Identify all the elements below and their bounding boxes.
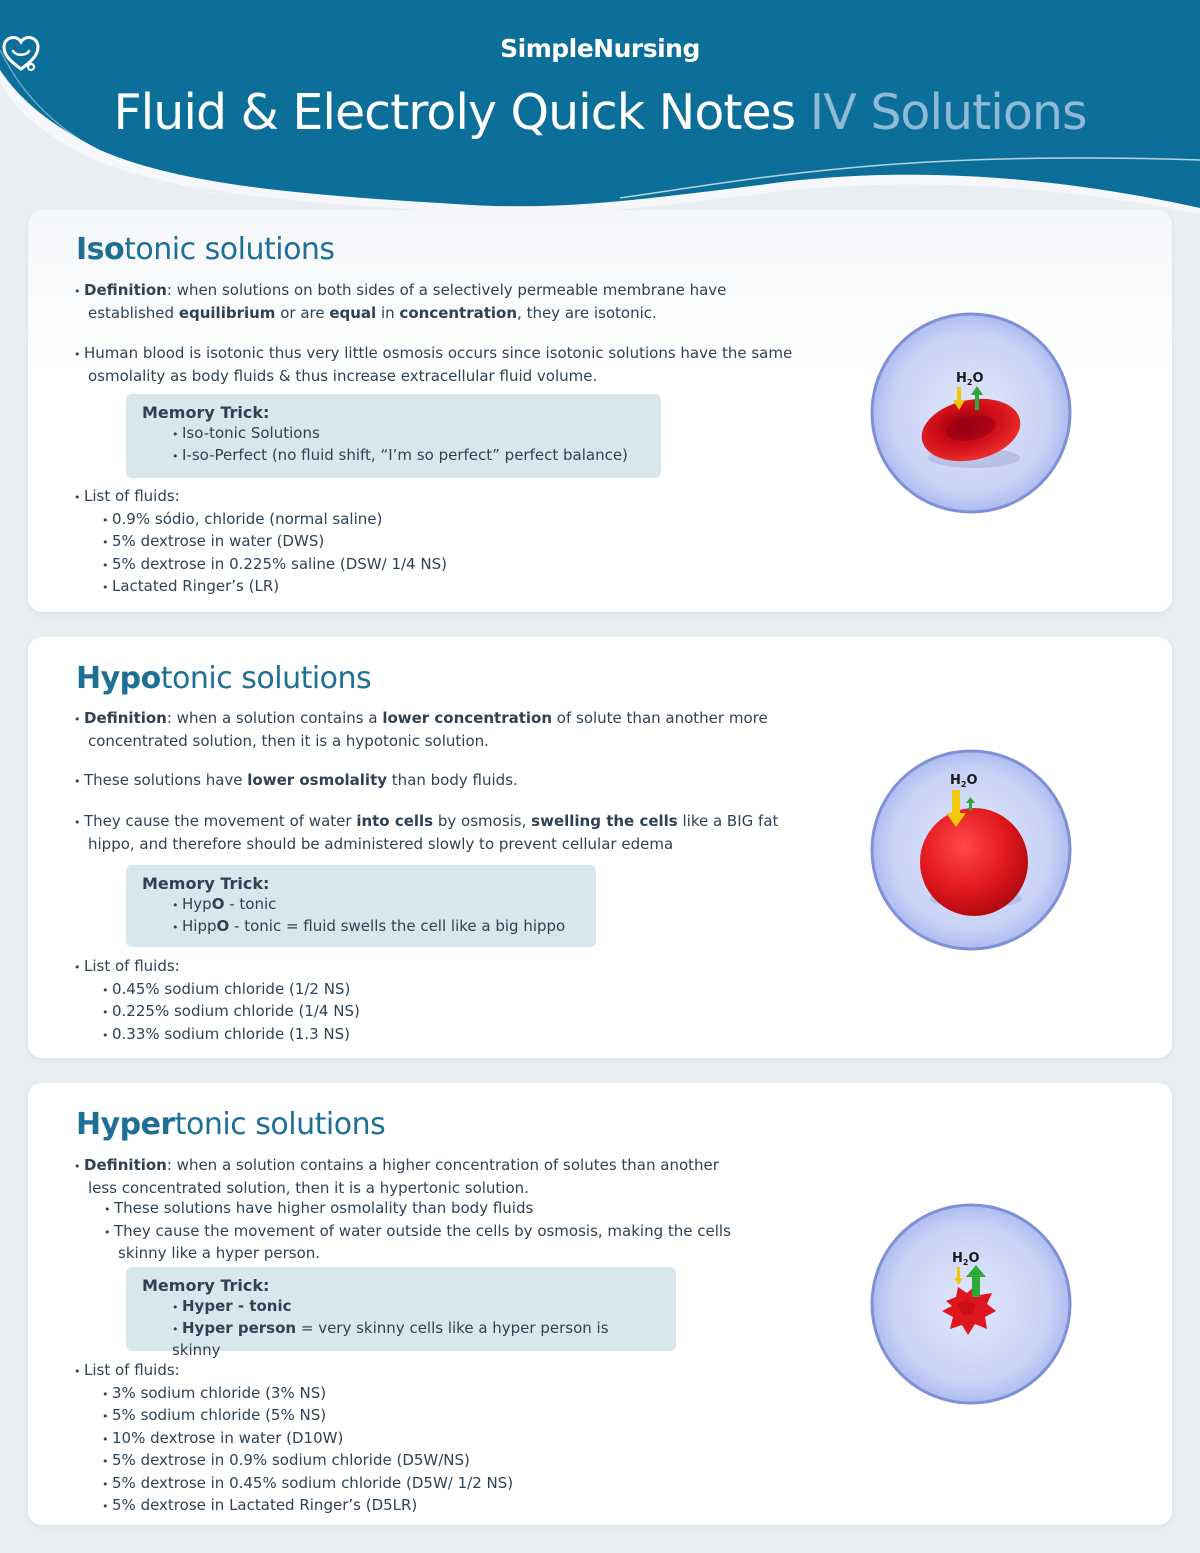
movement-part: They cause the movement of water (84, 812, 357, 830)
hypertonic-cell-illustration (868, 1201, 1074, 1407)
list-label: List of fluids: (84, 487, 180, 505)
section-title-rest: tonic solutions (124, 232, 335, 267)
section-title (76, 661, 371, 696)
h2o-label: $H_2O$ (952, 1251, 980, 1267)
movement-text (74, 811, 809, 854)
def-label: Definition (84, 281, 167, 299)
movement-bold: into cells (356, 812, 434, 830)
osmo-bold: lower osmolality (247, 771, 388, 789)
osmo-text: These solutions have (84, 771, 248, 789)
def-text: of solute than another more concentrated solution, then it is a hypotonic solution. (88, 709, 768, 750)
movement-part: like a BIG fat hippo, and therefore should be administered slowly to prevent cellular edema (88, 812, 779, 853)
def-text: : when a solution contains a (166, 709, 383, 727)
list-label: List of fluids: (84, 957, 180, 975)
page-title (0, 84, 1200, 141)
fluid-list (74, 1360, 794, 1518)
mem-part: - tonic (224, 895, 277, 913)
def-label: Definition (84, 1156, 167, 1174)
mem-part: = very skinny cells like a hyper person is skinny (172, 1319, 609, 1359)
list-item: 5% dextrose in 0.45% sodium chloride (D5W/ 1/2 NS) (112, 1473, 514, 1492)
mem-bold: Hyper person (182, 1319, 297, 1337)
brand-name: SimpleNursing (500, 34, 700, 63)
def-bold: equilibrium (178, 303, 276, 322)
section-title-rest: tonic solutions (174, 1107, 386, 1142)
def-text: : when solutions on both sides of a selectively permeable membrane have established (88, 281, 727, 322)
memory-trick-item: • I-so-Perfect (no fluid shift, “I’m so perfect” perfect balance) (142, 445, 645, 467)
mem-bold: Hyper - tonic (182, 1297, 292, 1315)
section-title-bold: Hypo (76, 661, 161, 696)
mem-bold: O (216, 917, 230, 935)
movement-part: by osmosis, (433, 812, 532, 830)
memory-trick-title: Memory Trick: (142, 874, 270, 893)
memory-trick-box (126, 865, 596, 947)
blood-paragraph: Human blood is isotonic thus very little osmosis occurs since isotonic solutions have the same osmolality as body fluids & thus increase extracellular fluid volume. (84, 344, 793, 385)
list-item: 5% dextrose in 0.9% sodium chloride (D5W/NS) (112, 1451, 470, 1469)
page-title-main: Fluid & Electroly Quick Notes (113, 84, 796, 141)
memory-trick-item (142, 916, 580, 938)
hypotonic-card (28, 637, 1172, 1058)
definition-text (74, 708, 794, 751)
sub-point: They cause the movement of water outside the cells by osmosis, making the cells skinny like a hyper person. (114, 1221, 731, 1262)
mem-part: Hyp (182, 895, 212, 913)
hypertonic-card (28, 1083, 1172, 1525)
section-title-bold: Hyper (76, 1107, 175, 1142)
def-bold: concentration (399, 303, 518, 322)
movement-bold: swelling the cells (531, 812, 678, 830)
list-label: List of fluids: (84, 1361, 180, 1379)
def-bold: lower concentration (382, 709, 553, 727)
memory-trick-item (142, 1318, 660, 1361)
list-item: 5% dextrose in 0.225% saline (DSW/ 1/4 NS) (112, 554, 447, 573)
def-text: in (376, 303, 400, 322)
section-title-bold: Iso (76, 232, 125, 267)
memory-trick-item: • Iso-tonic Solutions (142, 423, 645, 445)
sub-point: These solutions have higher osmolality than body fluids (114, 1199, 534, 1217)
list-item: 3% sodium chloride (3% NS) (112, 1383, 327, 1402)
isotonic-card (28, 210, 1172, 612)
osmo-text: than body fluids. (387, 771, 518, 789)
def-text: , they are isotonic. (517, 303, 657, 322)
memory-trick-title: Memory Trick: (142, 403, 270, 422)
memory-trick-item (142, 1296, 660, 1318)
list-item: 0.9% sódio, chloride (normal saline) (112, 509, 383, 528)
list-item: 0.33% sodium chloride (1.3 NS) (112, 1024, 351, 1043)
memory-trick-box (126, 394, 661, 478)
list-item: Lactated Ringer’s (LR) (112, 577, 280, 595)
definition-text (74, 1155, 734, 1264)
h2o-label: $H_2O$ (956, 371, 984, 387)
mem-part: Hipp (182, 917, 217, 935)
list-item: 5% dextrose in water (DWS) (112, 532, 325, 550)
heart-logo-icon (0, 34, 42, 74)
mem-bold: O (211, 895, 225, 913)
section-title (76, 1107, 385, 1142)
memory-trick-title: Memory Trick: (142, 1276, 270, 1295)
list-item: 0.225% sodium chloride (1/4 NS) (112, 1002, 360, 1020)
memory-trick-item (142, 894, 580, 916)
list-item: 10% dextrose in water (D10W) (112, 1428, 344, 1447)
hypotonic-cell-illustration (868, 747, 1074, 953)
list-item: 5% dextrose in Lactated Ringer’s (D5LR) (112, 1496, 418, 1514)
def-text: : when a solution contains a higher concentration of solutes than another less concentrated solution, then it is a hypertonic solution. (88, 1156, 719, 1197)
mem-part: - tonic = fluid swells the cell like a big hippo (229, 917, 566, 935)
memory-trick-box (126, 1267, 676, 1359)
brand-logo (0, 34, 1200, 63)
h2o-label: $H_2O$ (950, 773, 978, 789)
list-item: 5% sodium chloride (5% NS) (112, 1406, 327, 1424)
section-title-rest: tonic solutions (160, 661, 372, 696)
list-item: 0.45% sodium chloride (1/2 NS) (112, 979, 351, 998)
def-bold: equal (329, 303, 377, 322)
section-title (76, 232, 335, 267)
def-text: or are (275, 303, 330, 322)
osmolality-text (74, 770, 794, 793)
blood-text (74, 343, 794, 386)
definition-text (74, 280, 794, 323)
isotonic-cell-illustration (868, 310, 1074, 516)
fluid-list (74, 486, 794, 599)
fluid-list (74, 956, 794, 1046)
page-title-sub: IV Solutions (809, 84, 1087, 141)
def-label: Definition (84, 709, 167, 727)
